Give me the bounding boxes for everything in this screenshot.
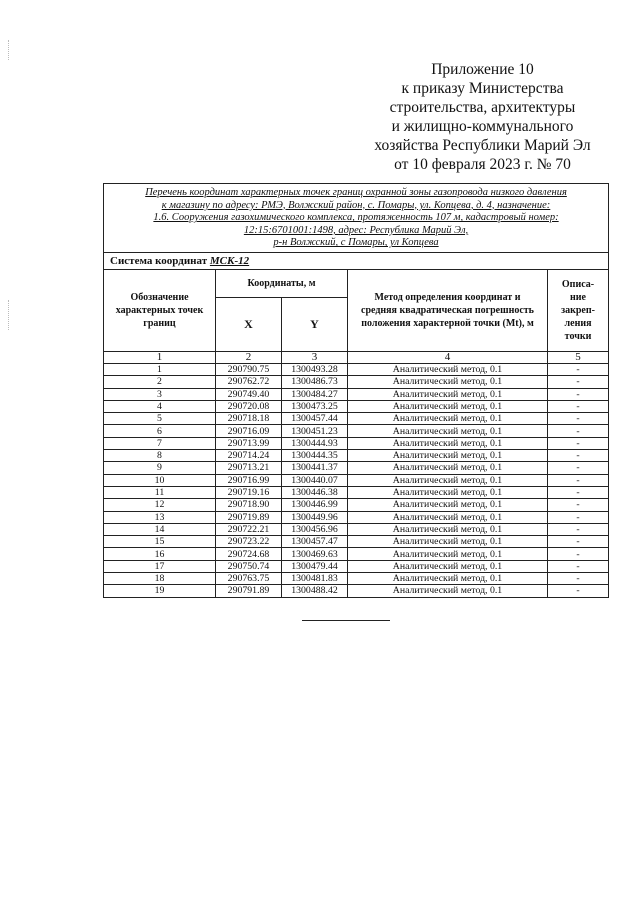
y-coordinate-cell: 1300484.27 [282, 388, 348, 400]
scan-margin-mark [8, 40, 10, 60]
table-row [104, 486, 609, 498]
x-coordinate-cell: 290723.22 [216, 536, 282, 548]
point-number-cell: 13 [104, 511, 216, 523]
table-title-line: 12:15:6701001:1498, адрес: Республика Марий Эл, [243, 224, 469, 236]
table-title-line: Перечень координат характерных точек границ охранной зоны газопровода низкого давления [145, 187, 567, 198]
table-title-line: 1.6. Сооружения газохимического комплекса, протяженность 107 м, кадастровый номер: [153, 212, 559, 224]
method-cell: Аналитический метод, 0.1 [348, 400, 548, 412]
y-coordinate-cell: 1300444.35 [282, 450, 348, 462]
description-cell: - [548, 388, 609, 400]
point-number-cell: 16 [104, 548, 216, 560]
point-number-cell: 6 [104, 425, 216, 437]
x-coordinate-cell: 290716.99 [216, 474, 282, 486]
header-y: Y [282, 297, 348, 351]
appendix-heading [360, 60, 605, 174]
description-cell: - [548, 437, 609, 449]
point-number-cell: 17 [104, 560, 216, 572]
method-cell: Аналитический метод, 0.1 [348, 573, 548, 585]
point-number-cell: 1 [104, 363, 216, 375]
table-row [104, 585, 609, 597]
y-coordinate-cell: 1300456.96 [282, 523, 348, 535]
point-number-cell: 4 [104, 400, 216, 412]
column-number: 1 [104, 351, 216, 363]
coordinate-system-label: Система координат [110, 254, 208, 267]
y-coordinate-cell: 1300488.42 [282, 585, 348, 597]
column-number: 4 [348, 351, 548, 363]
method-cell: Аналитический метод, 0.1 [348, 462, 548, 474]
description-cell: - [548, 536, 609, 548]
method-cell: Аналитический метод, 0.1 [348, 511, 548, 523]
column-number: 5 [548, 351, 609, 363]
description-cell: - [548, 400, 609, 412]
description-cell: - [548, 511, 609, 523]
point-number-cell: 11 [104, 486, 216, 498]
table-row [104, 388, 609, 400]
y-coordinate-cell: 1300486.73 [282, 376, 348, 388]
x-coordinate-cell: 290719.89 [216, 511, 282, 523]
y-coordinate-cell: 1300444.93 [282, 437, 348, 449]
description-cell: - [548, 548, 609, 560]
x-coordinate-cell: 290791.89 [216, 585, 282, 597]
description-cell: - [548, 363, 609, 375]
point-number-cell: 12 [104, 499, 216, 511]
y-coordinate-cell: 1300481.83 [282, 573, 348, 585]
point-number-cell: 5 [104, 413, 216, 425]
x-coordinate-cell: 290720.08 [216, 400, 282, 412]
description-cell: - [548, 376, 609, 388]
table-row [104, 450, 609, 462]
appendix-line: и жилищно-коммунального [391, 118, 574, 135]
description-cell: - [548, 462, 609, 474]
table-row [104, 437, 609, 449]
method-cell: Аналитический метод, 0.1 [348, 536, 548, 548]
description-cell: - [548, 499, 609, 511]
y-coordinate-cell: 1300457.44 [282, 413, 348, 425]
description-cell: - [548, 573, 609, 585]
x-coordinate-cell: 290718.90 [216, 499, 282, 511]
x-coordinate-cell: 290750.74 [216, 560, 282, 572]
x-coordinate-cell: 290762.72 [216, 376, 282, 388]
point-number-cell: 8 [104, 450, 216, 462]
x-coordinate-cell: 290719.16 [216, 486, 282, 498]
point-number-cell: 14 [104, 523, 216, 535]
method-cell: Аналитический метод, 0.1 [348, 560, 548, 572]
y-coordinate-cell: 1300446.38 [282, 486, 348, 498]
y-coordinate-cell: 1300449.96 [282, 511, 348, 523]
table-row [104, 400, 609, 412]
scan-margin-mark [8, 300, 10, 330]
description-cell: - [548, 486, 609, 498]
header-designation: Обозначение характерных точек границ [104, 269, 216, 351]
column-number-row [104, 351, 609, 363]
table-row [104, 536, 609, 548]
description-cell: - [548, 425, 609, 437]
method-cell: Аналитический метод, 0.1 [348, 486, 548, 498]
table-row [104, 523, 609, 535]
method-cell: Аналитический метод, 0.1 [348, 363, 548, 375]
header-x: X [216, 297, 282, 351]
method-cell: Аналитический метод, 0.1 [348, 523, 548, 535]
coordinate-system-value: МСК-12 [209, 254, 250, 267]
table-row [104, 474, 609, 486]
method-cell: Аналитический метод, 0.1 [348, 388, 548, 400]
method-cell: Аналитический метод, 0.1 [348, 437, 548, 449]
y-coordinate-cell: 1300457.47 [282, 536, 348, 548]
description-cell: - [548, 450, 609, 462]
method-cell: Аналитический метод, 0.1 [348, 474, 548, 486]
point-number-cell: 10 [104, 474, 216, 486]
footer-separator-line [302, 620, 390, 621]
point-number-cell: 18 [104, 573, 216, 585]
method-cell: Аналитический метод, 0.1 [348, 376, 548, 388]
method-cell: Аналитический метод, 0.1 [348, 413, 548, 425]
header-description: Описа-ние закреп-ления точки [548, 269, 609, 351]
y-coordinate-cell: 1300473.25 [282, 400, 348, 412]
table-row [104, 363, 609, 375]
coordinate-system [104, 252, 609, 269]
table-row [104, 548, 609, 560]
description-cell: - [548, 474, 609, 486]
x-coordinate-cell: 290714.24 [216, 450, 282, 462]
x-coordinate-cell: 290722.21 [216, 523, 282, 535]
x-coordinate-cell: 290713.99 [216, 437, 282, 449]
method-cell: Аналитический метод, 0.1 [348, 585, 548, 597]
x-coordinate-cell: 290716.09 [216, 425, 282, 437]
table-title-line: к магазину по адресу: РМЭ, Волжский район, с. Помары, ул. Копцева, д. 4, назначение: [161, 199, 551, 211]
table-row [104, 376, 609, 388]
y-coordinate-cell: 1300440.07 [282, 474, 348, 486]
x-coordinate-cell: 290790.75 [216, 363, 282, 375]
x-coordinate-cell: 290749.40 [216, 388, 282, 400]
method-cell: Аналитический метод, 0.1 [348, 548, 548, 560]
y-coordinate-cell: 1300441.37 [282, 462, 348, 474]
point-number-cell: 2 [104, 376, 216, 388]
appendix-line: хозяйства Республики Марий Эл [374, 137, 591, 154]
x-coordinate-cell: 290724.68 [216, 548, 282, 560]
point-number-cell: 9 [104, 462, 216, 474]
table-row [104, 499, 609, 511]
table-row [104, 462, 609, 474]
x-coordinate-cell: 290763.75 [216, 573, 282, 585]
point-number-cell: 3 [104, 388, 216, 400]
description-cell: - [548, 413, 609, 425]
header-coordinates: Координаты, м [216, 269, 348, 297]
method-cell: Аналитический метод, 0.1 [348, 499, 548, 511]
y-coordinate-cell: 1300493.28 [282, 363, 348, 375]
point-number-cell: 19 [104, 585, 216, 597]
y-coordinate-cell: 1300479.44 [282, 560, 348, 572]
table-title-line: р-н Волжский, с Помары, ул Копцева [273, 237, 439, 249]
appendix-line: Приложение 10 [431, 61, 534, 78]
description-cell: - [548, 560, 609, 572]
table-row [104, 413, 609, 425]
description-cell: - [548, 523, 609, 535]
table-title [104, 184, 609, 253]
table-row [104, 560, 609, 572]
x-coordinate-cell: 290718.18 [216, 413, 282, 425]
method-cell: Аналитический метод, 0.1 [348, 450, 548, 462]
coordinates-table [103, 183, 609, 598]
appendix-line: от 10 февраля 2023 г. № 70 [394, 156, 571, 173]
table-row [104, 511, 609, 523]
y-coordinate-cell: 1300446.99 [282, 499, 348, 511]
y-coordinate-cell: 1300469.63 [282, 548, 348, 560]
header-method: Метод определения координат и средняя квадратическая погрешность положения характерной точки (Mt), м [348, 269, 548, 351]
method-cell: Аналитический метод, 0.1 [348, 425, 548, 437]
point-number-cell: 7 [104, 437, 216, 449]
table-row [104, 425, 609, 437]
y-coordinate-cell: 1300451.23 [282, 425, 348, 437]
column-number: 2 [216, 351, 282, 363]
appendix-line: к приказу Министерства [401, 80, 564, 97]
point-number-cell: 15 [104, 536, 216, 548]
table-row [104, 573, 609, 585]
column-number: 3 [282, 351, 348, 363]
x-coordinate-cell: 290713.21 [216, 462, 282, 474]
description-cell: - [548, 585, 609, 597]
appendix-line: строительства, архитектуры [389, 99, 576, 116]
